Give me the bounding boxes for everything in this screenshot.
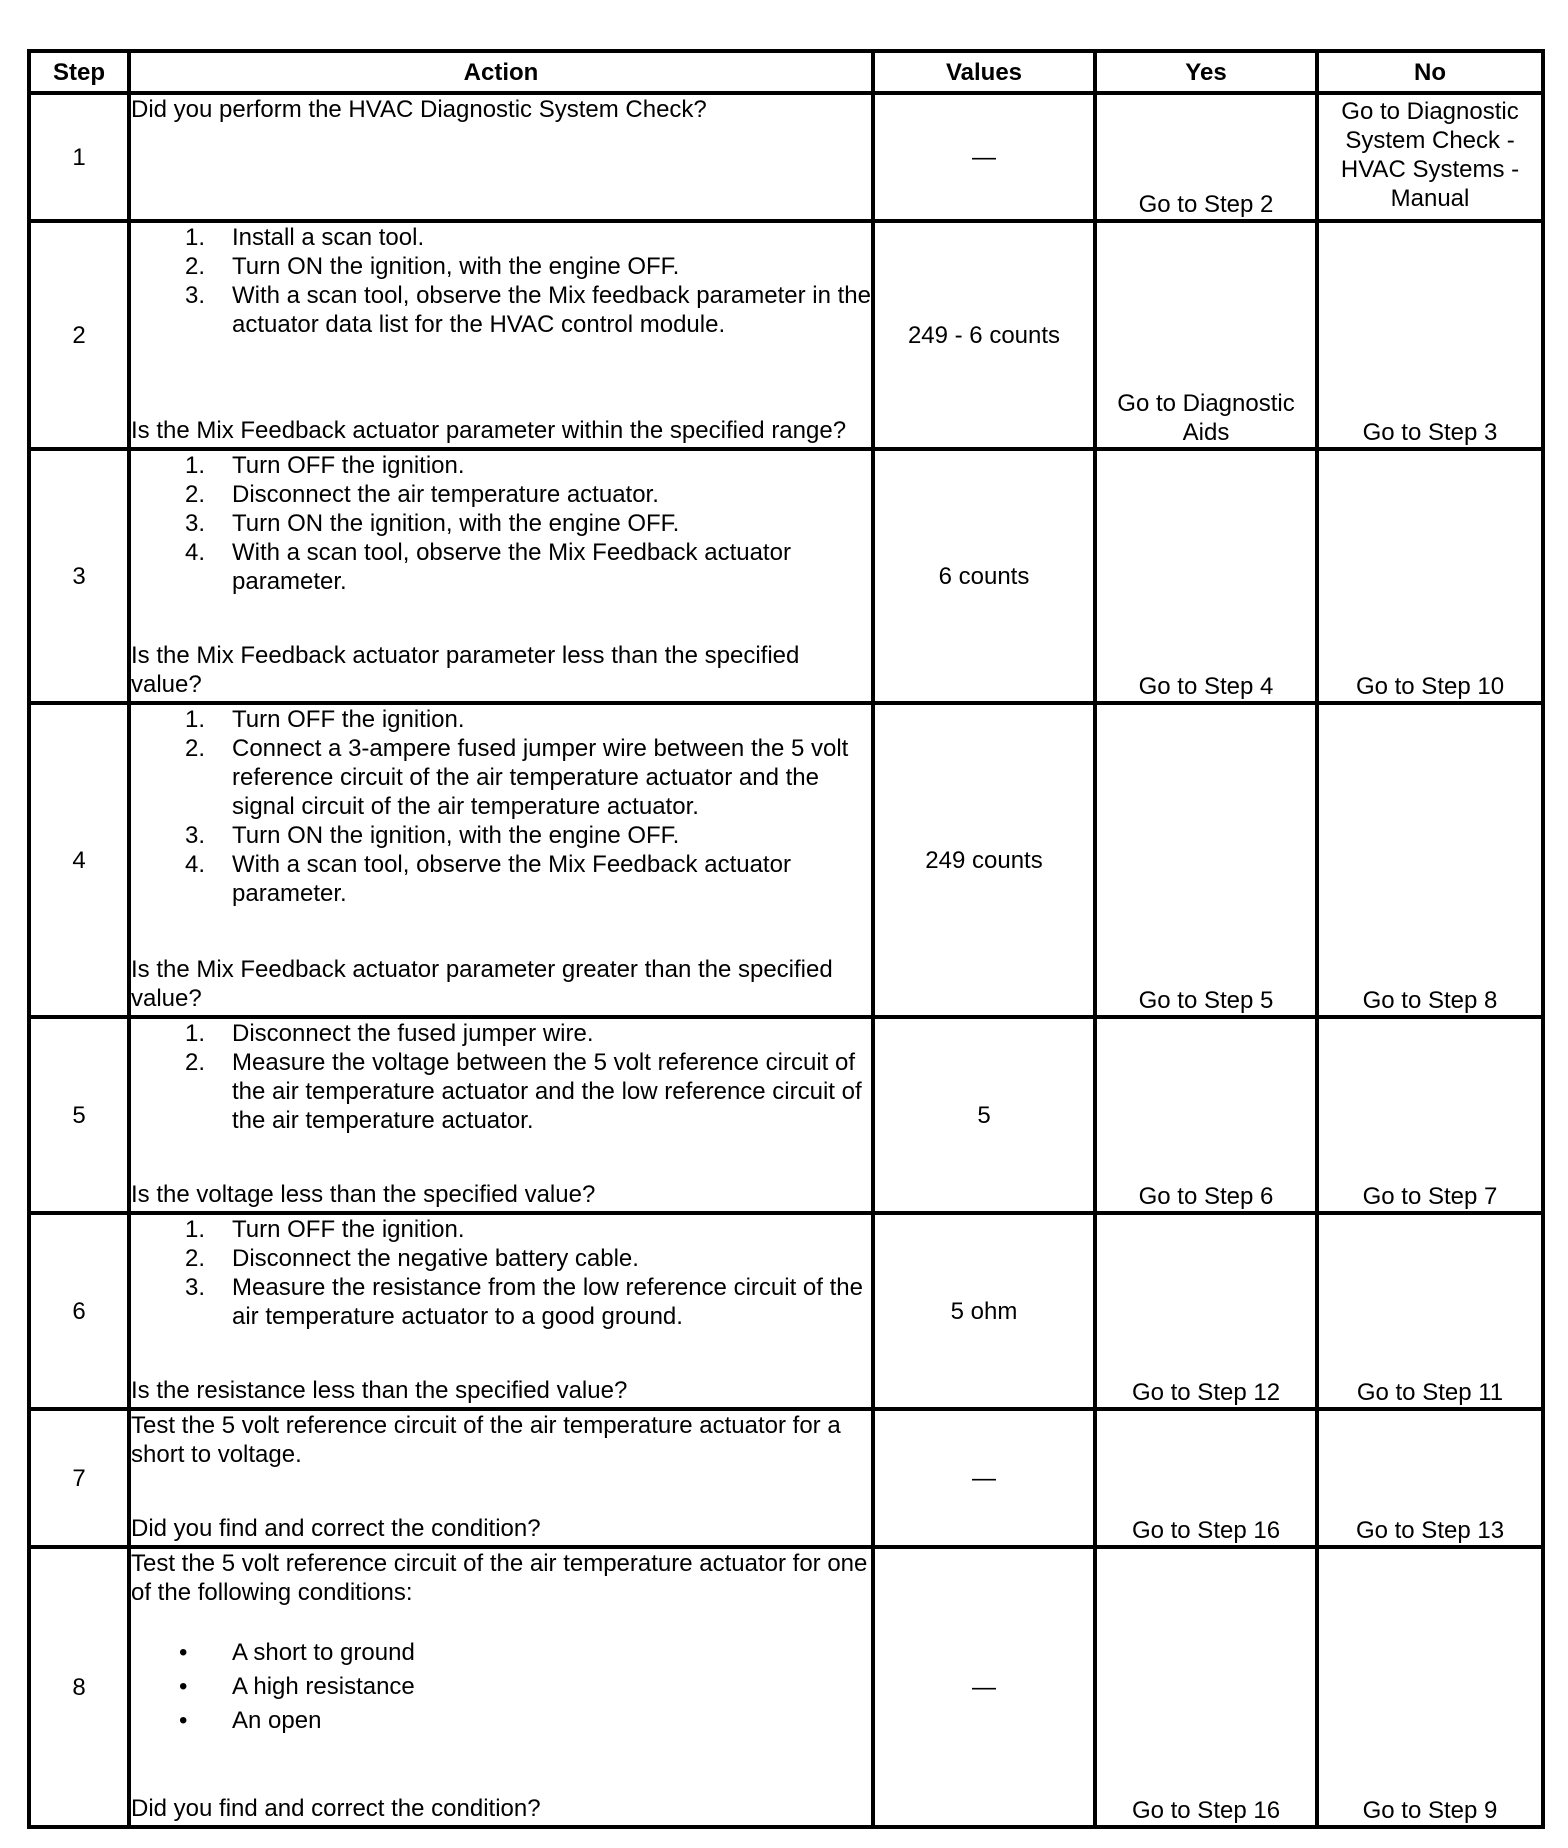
step-number: 5 — [29, 1017, 129, 1213]
table-row — [29, 703, 1543, 1017]
header-action: Action — [129, 51, 873, 93]
no-cell: Go to Step 3 — [1317, 221, 1543, 449]
list-item: 4. With a scan tool, observe the Mix Feedback actuator parameter. — [185, 851, 791, 907]
table-row — [29, 1547, 1543, 1827]
step-list — [131, 451, 871, 596]
step-number: 4 — [29, 703, 129, 1017]
step-list — [131, 705, 871, 908]
list-item: 2. Disconnect the air temperature actuator. — [185, 481, 659, 508]
list-item: • A short to ground — [179, 1639, 415, 1666]
question-text: Is the Mix Feedback actuator parameter greater than the specified value? — [131, 956, 833, 1012]
no-cell: Go to Step 10 — [1317, 449, 1543, 703]
question-text: Did you find and correct the condition? — [131, 1515, 541, 1542]
table-row — [29, 1017, 1543, 1213]
diagnostic-table — [27, 49, 1545, 1829]
list-item: 1. Install a scan tool. — [185, 224, 425, 251]
question-text: Is the voltage less than the specified value? — [131, 1181, 596, 1208]
action-text: Did you perform the HVAC Diagnostic System Check? — [131, 96, 707, 123]
no-cell: Go to Step 13 — [1317, 1409, 1543, 1547]
value-cell: — — [873, 1547, 1095, 1827]
step-number: 7 — [29, 1409, 129, 1547]
yes-cell: Go to Step 12 — [1095, 1213, 1317, 1409]
list-item: 2. Disconnect the negative battery cable. — [185, 1245, 639, 1272]
question-text: Is the Mix Feedback actuator parameter less than the specified value? — [131, 642, 800, 698]
yes-cell: Go to Step 16 — [1095, 1409, 1317, 1547]
table-row — [29, 1213, 1543, 1409]
question-text: Is the resistance less than the specified value? — [131, 1377, 628, 1404]
header-values: Values — [873, 51, 1095, 93]
action-text: Test the 5 volt reference circuit of the air temperature actuator for one of the following conditions: — [131, 1550, 868, 1606]
table-row — [29, 221, 1543, 449]
step-number: 6 — [29, 1213, 129, 1409]
condition-list — [131, 1636, 871, 1738]
header-yes: Yes — [1095, 51, 1317, 93]
yes-cell: Go to Step 2 — [1095, 93, 1317, 221]
list-item: 1. Disconnect the fused jumper wire. — [185, 1020, 594, 1047]
list-item: 3. Measure the resistance from the low reference circuit of the air temperature actuator to a good ground. — [185, 1274, 863, 1330]
step-number: 2 — [29, 221, 129, 449]
header-no: No — [1317, 51, 1543, 93]
list-item: 2. Turn ON the ignition, with the engine OFF. — [185, 253, 680, 280]
table-row — [29, 1409, 1543, 1547]
table-row — [29, 93, 1543, 221]
yes-cell: Go to Step 4 — [1095, 449, 1317, 703]
step-list — [131, 223, 871, 339]
action-cell — [129, 93, 873, 221]
yes-cell: Go to Step 16 — [1095, 1547, 1317, 1827]
step-number: 8 — [29, 1547, 129, 1827]
yes-cell: Go to Step 5 — [1095, 703, 1317, 1017]
step-number: 1 — [29, 93, 129, 221]
value-cell: — — [873, 1409, 1095, 1547]
step-number: 3 — [29, 449, 129, 703]
value-cell: — — [873, 93, 1095, 221]
list-item: 2. Connect a 3-ampere fused jumper wire between the 5 volt reference circuit of the air temperature actuator and the signal circuit of the air temperature actuator. — [185, 735, 849, 820]
no-cell: Go to Step 11 — [1317, 1213, 1543, 1409]
action-cell — [129, 221, 873, 449]
value-cell: 249 counts — [873, 703, 1095, 1017]
value-cell: 5 — [873, 1017, 1095, 1213]
action-cell — [129, 703, 873, 1017]
yes-cell: Go to Diagnostic Aids — [1095, 221, 1317, 449]
step-list — [131, 1019, 871, 1135]
no-cell: Go to Step 9 — [1317, 1547, 1543, 1827]
list-item: • An open — [179, 1707, 322, 1734]
yes-cell: Go to Step 6 — [1095, 1017, 1317, 1213]
no-cell: Go to Diagnostic System Check - HVAC Systems - Manual — [1317, 93, 1543, 221]
list-item: 4. With a scan tool, observe the Mix Feedback actuator parameter. — [185, 539, 791, 595]
value-cell: 6 counts — [873, 449, 1095, 703]
list-item: 3. Turn ON the ignition, with the engine OFF. — [185, 822, 680, 849]
action-cell — [129, 1547, 873, 1827]
list-item: 1. Turn OFF the ignition. — [185, 706, 465, 733]
action-cell — [129, 1409, 873, 1547]
header-step: Step — [29, 51, 129, 93]
question-text: Is the Mix Feedback actuator parameter within the specified range? — [131, 417, 847, 444]
list-item: 2. Measure the voltage between the 5 volt reference circuit of the air temperature actuator and the low reference circuit of the air temperature actuator. — [185, 1049, 862, 1134]
action-text: Test the 5 volt reference circuit of the air temperature actuator for a short to voltage. — [131, 1412, 841, 1468]
list-item: 3. With a scan tool, observe the Mix feedback parameter in the actuator data list for the HVAC control module. — [185, 282, 871, 338]
header-row — [29, 51, 1543, 93]
action-cell — [129, 1213, 873, 1409]
no-cell: Go to Step 8 — [1317, 703, 1543, 1017]
action-cell — [129, 449, 873, 703]
table-row — [29, 449, 1543, 703]
list-item: 1. Turn OFF the ignition. — [185, 1216, 465, 1243]
value-cell: 5 ohm — [873, 1213, 1095, 1409]
action-cell — [129, 1017, 873, 1213]
list-item: 3. Turn ON the ignition, with the engine OFF. — [185, 510, 680, 537]
question-text: Did you find and correct the condition? — [131, 1795, 541, 1822]
step-list — [131, 1215, 871, 1331]
list-item: • A high resistance — [179, 1673, 415, 1700]
list-item: 1. Turn OFF the ignition. — [185, 452, 465, 479]
no-cell: Go to Step 7 — [1317, 1017, 1543, 1213]
value-cell: 249 - 6 counts — [873, 221, 1095, 449]
